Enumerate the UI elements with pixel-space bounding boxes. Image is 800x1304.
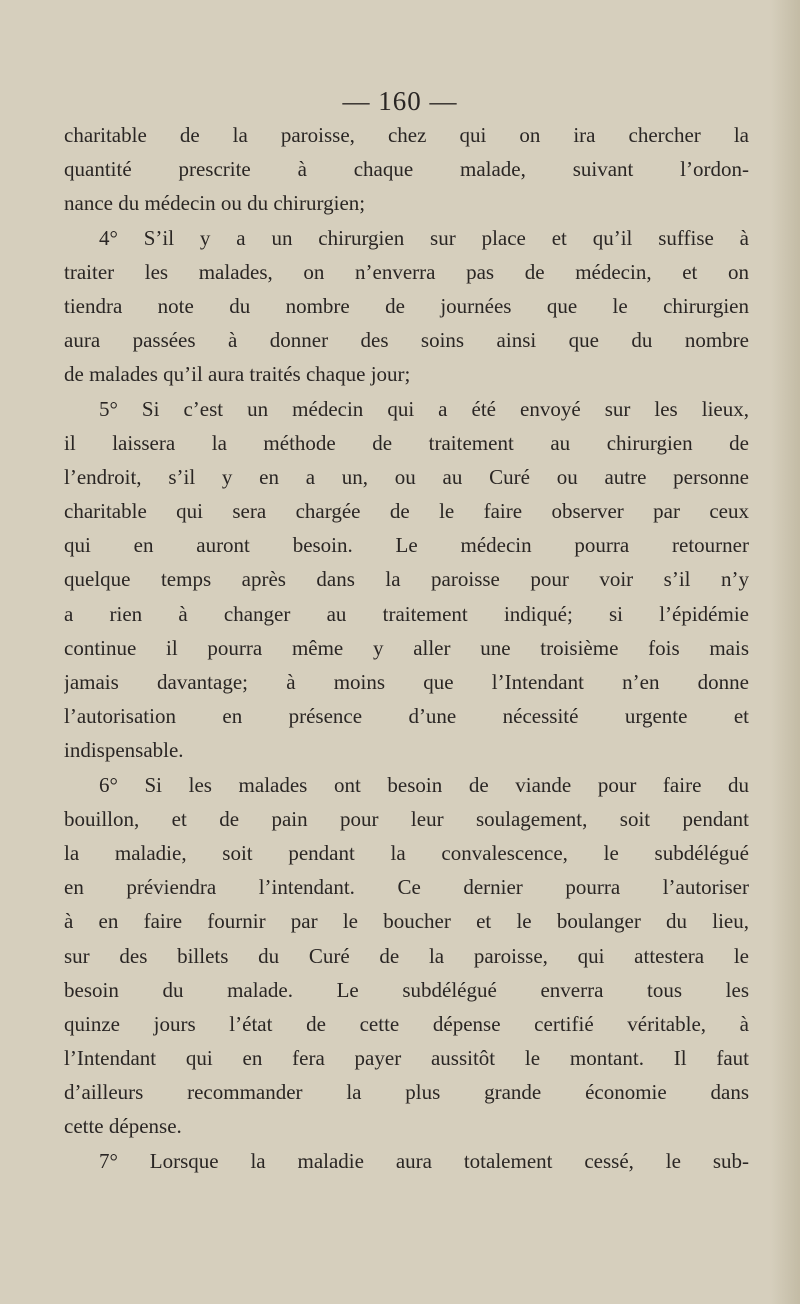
text-line: en préviendra l’intendant. Ce dernier pourra l’autoriser (64, 875, 749, 900)
text-line: la maladie, soit pendant la convalescence, le subdélégué (64, 840, 749, 865)
text-line: à en faire fournir par le boucher et le boulanger du lieu, (64, 909, 749, 934)
text-line: traiter les malades, on n’enverra pas de médecin, et on (64, 259, 749, 284)
text-line: quelque temps après dans la paroisse pour voir s’il n’y (64, 567, 749, 592)
text-line: bouillon, et de pain pour leur soulagement, soit pendant (64, 806, 749, 831)
text-line: charitable qui sera chargée de le faire observer par ceux (64, 499, 749, 524)
text-line: l’endroit, s’il y en a un, ou au Curé ou autre personne (64, 464, 749, 489)
body-text (64, 118, 749, 1178)
text-line: quantité prescrite à chaque malade, suivant l’ordon- (64, 157, 749, 182)
text-line: il laissera la méthode de traitement au chirurgien de (64, 430, 749, 455)
text-line: continue il pourra même y aller une troisième fois mais (64, 635, 749, 660)
text-line: nance du médecin ou du chirurgien; (64, 191, 366, 216)
text-line: a rien à changer au traitement indiqué; si l’épidémie (64, 601, 749, 626)
text-line: jamais davantage; à moins que l’Intendant n’en donne (64, 670, 749, 694)
text-line: de malades qu’il aura traités chaque jour; (64, 362, 411, 387)
text-line: l’autorisation en présence d’une nécessité urgente et (64, 704, 749, 729)
text-line: tiendra note du nombre de journées que le chirurgien (64, 293, 749, 318)
text-line: 4° S’il y a un chirurgien sur place et qu’il suffise à (99, 225, 749, 250)
text-line: 7° Lorsque la maladie aura totalement cessé, le sub- (99, 1148, 749, 1173)
text-line: qui en auront besoin. Le médecin pourra retourner (64, 533, 749, 558)
text-line: indispensable. (64, 738, 184, 763)
text-line: 5° Si c’est un médecin qui a été envoyé sur les lieux, (99, 396, 749, 421)
text-line: charitable de la paroisse, chez qui on ira chercher la (64, 123, 749, 147)
text-line: aura passées à donner des soins ainsi que du nombre (64, 328, 749, 353)
text-line: d’ailleurs recommander la plus grande économie dans (64, 1080, 749, 1105)
page-number: — 160 — (342, 86, 458, 116)
text-line: sur des billets du Curé de la paroisse, qui attestera le (64, 943, 749, 968)
text-line: 6° Si les malades ont besoin de viande pour faire du (99, 772, 749, 797)
text-line: l’Intendant qui en fera payer aussitôt le montant. Il faut (64, 1046, 749, 1071)
text-line: besoin du malade. Le subdélégué enverra tous les (64, 977, 749, 1002)
text-line: quinze jours l’état de cette dépense certifié véritable, à (64, 1011, 749, 1036)
text-line: cette dépense. (64, 1114, 182, 1139)
